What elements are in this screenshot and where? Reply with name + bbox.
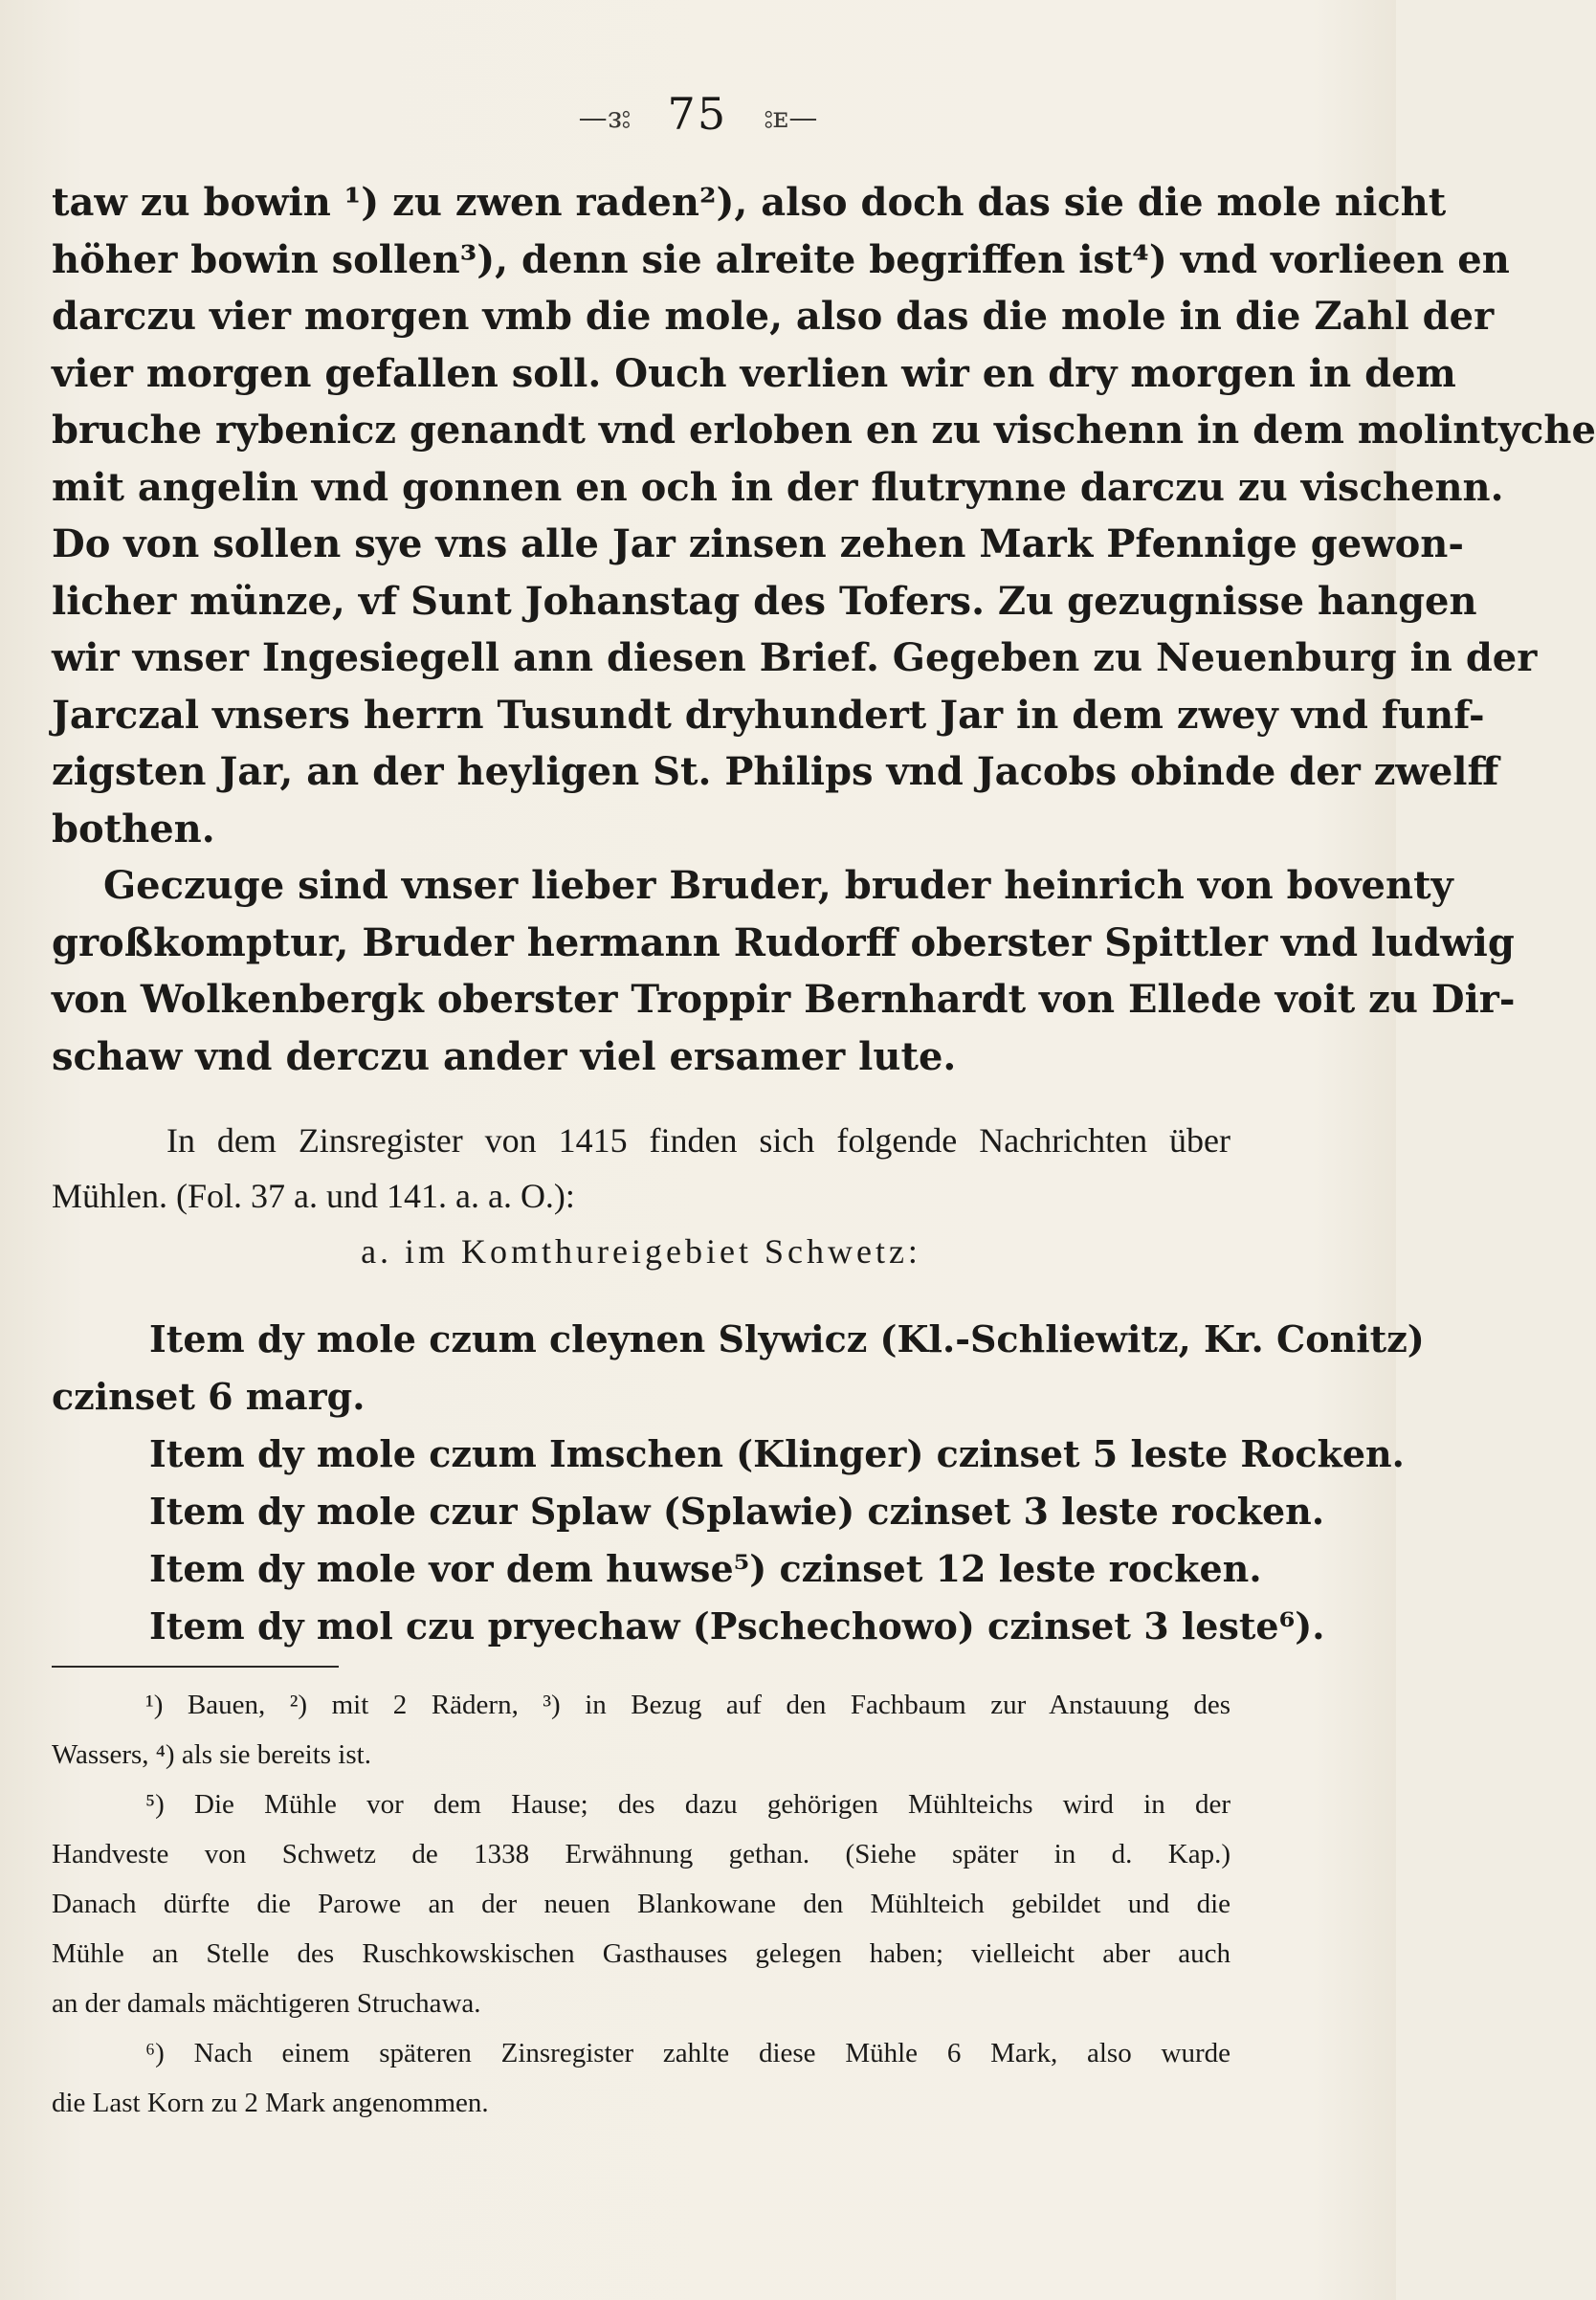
charter-line: Jarczal vnsers herrn Tusundt dryhundert Jar in dem zwey vnd funf- <box>52 692 1485 738</box>
charter-line: darczu vier morgen vmb die mole, also das die mole in die Zahl der <box>52 294 1495 339</box>
charter-line: schaw vnd derczu ander viel ersamer lute. <box>52 1033 957 1079</box>
footnote-line: ⁵) Die Mühle vor dem Hause; des dazu gehörigen Mühlteichs wird in der <box>145 1789 1230 1820</box>
charter-line: vier morgen gefallen soll. Ouch verlien wir en dry morgen in dem <box>52 350 1456 396</box>
footnote-divider <box>52 1666 339 1668</box>
charter-line: Geczuge sind vnser lieber Bruder, bruder heinrich von boventy <box>103 863 1453 908</box>
list-item: Item dy mole czur Splaw (Splawie) czinset 3 leste rocken. <box>149 1490 1325 1533</box>
header-ornament-left: —ᴈ⦂ <box>578 100 631 135</box>
footnote-line: ¹) Bauen, ²) mit 2 Rädern, ³) in Bezug auf den Fachbaum zur Anstauung des <box>145 1690 1230 1720</box>
charter-line: Do von sollen sye vns alle Jar zinsen zehen Mark Pfennige gewon- <box>52 521 1464 566</box>
footnote-line: an der damals mächtigeren Struchawa. <box>52 1988 481 2019</box>
list-item: Item dy mole czum cleynen Slywicz (Kl.-Schliewitz, Kr. Conitz) <box>149 1317 1425 1360</box>
list-item: Item dy mole vor dem huwse⁵) czinset 12 leste rocken. <box>149 1547 1262 1590</box>
charter-line: zigsten Jar, an der heyligen St. Philips vnd Jacobs obinde der zwelff <box>52 749 1499 794</box>
list-item: Item dy mol czu pryechaw (Pschechowo) czinset 3 leste⁶). <box>149 1604 1325 1648</box>
footnote-line: Wassers, ⁴) als sie bereits ist. <box>52 1739 371 1770</box>
page-header <box>0 88 1396 140</box>
charter-text <box>52 174 1596 1085</box>
footnote-line: Danach dürfte die Parowe an der neuen Blankowane den Mühlteich gebildet und die <box>52 1889 1230 1919</box>
footnote-line: Handveste von Schwetz de 1338 Erwähnung gethan. (Siehe später in d. Kap.) <box>52 1839 1230 1869</box>
charter-line: höher bowin sollen³), denn sie alreite begriffen ist⁴) vnd vorlieen en <box>52 236 1510 282</box>
charter-line: licher münze, vf Sunt Johanstag des Tofers. Zu gezugnisse hangen <box>52 578 1477 624</box>
charter-line: taw zu bowin ¹) zu zwen raden²), also doch das sie die mole nicht <box>52 180 1447 225</box>
charter-line: bothen. <box>52 806 215 851</box>
list-item: czinset 6 marg. <box>52 1375 366 1418</box>
body-line: Mühlen. (Fol. 37 a. und 141. a. a. O.): <box>52 1177 575 1215</box>
header-ornament-right: ⦂ᴇ— <box>764 100 818 135</box>
page-number: 75 <box>667 88 728 140</box>
charter-line: mit angelin vnd gonnen en och in der flutrynne darczu zu vischenn. <box>52 464 1504 510</box>
charter-line: bruche rybenicz genandt vnd erloben en zu vischenn in dem molintyche <box>52 408 1596 453</box>
footnote-line: Mühle an Stelle des Ruschkowskischen Gasthauses gelegen haben; vielleicht aber auch <box>52 1938 1230 1969</box>
body-paragraph <box>52 1113 1230 1279</box>
section-heading: a. im Komthureigebiet Schwetz: <box>361 1232 921 1271</box>
body-line: In dem Zinsregister von 1415 finden sich folgende Nachrichten über <box>166 1121 1230 1160</box>
charter-line: wir vnser Ingesiegell ann diesen Brief. Gegeben zu Neuenburg in der <box>52 635 1538 680</box>
mill-list <box>52 1311 1425 1655</box>
charter-line: von Wolkenbergk oberster Troppir Bernhardt von Ellede voit zu Dir- <box>52 977 1516 1022</box>
footnote-line: ⁶) Nach einem späteren Zinsregister zahlte diese Mühle 6 Mark, also wurde <box>145 2038 1230 2068</box>
footnote-line: die Last Korn zu 2 Mark angenommen. <box>52 2088 489 2118</box>
list-item: Item dy mole czum Imschen (Klinger) czinset 5 leste Rocken. <box>149 1432 1405 1475</box>
charter-line: großkomptur, Bruder hermann Rudorff oberster Spittler vnd ludwig <box>52 919 1515 965</box>
footnotes <box>52 1680 1230 2128</box>
